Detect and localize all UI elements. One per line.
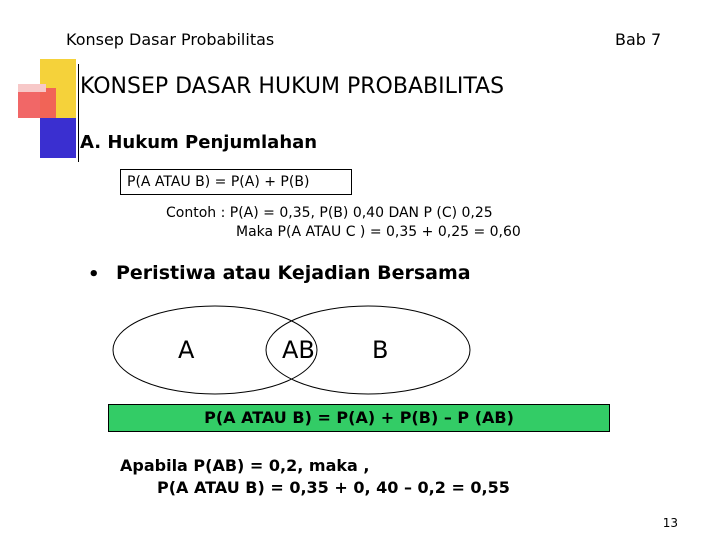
result-line-1: Apabila P(AB) = 0,2, maka , — [120, 456, 370, 475]
deco-pink-strip — [18, 84, 46, 92]
venn-label-ab: AB — [282, 336, 315, 364]
example-line-2: Maka P(A ATAU C ) = 0,35 + 0,25 = 0,60 — [236, 224, 521, 240]
addition-rule-formula: P(A ATAU B) = P(A) + P(B) — [120, 169, 352, 195]
bullet-icon: • — [88, 264, 100, 285]
header-chapter-label: Bab 7 — [615, 30, 662, 49]
bullet-heading: Peristiwa atau Kejadian Bersama — [116, 262, 471, 284]
venn-label-a: A — [178, 336, 195, 364]
result-line-2: P(A ATAU B) = 0,35 + 0, 40 – 0,2 = 0,55 — [157, 478, 510, 497]
deco-red-block — [18, 88, 56, 118]
section-heading: A. Hukum Penjumlahan — [80, 132, 318, 153]
example-line-1: Contoh : P(A) = 0,35, P(B) 0,40 DAN P (C) 0,25 — [166, 205, 493, 221]
general-addition-formula: P(A ATAU B) = P(A) + P(B) – P (AB) — [108, 404, 610, 432]
page-title: KONSEP DASAR HUKUM PROBABILITAS — [80, 74, 505, 99]
venn-label-b: B — [372, 336, 389, 364]
page-number: 13 — [662, 516, 678, 530]
header-left-title: Konsep Dasar Probabilitas — [66, 30, 275, 49]
deco-blue-block — [40, 118, 76, 158]
title-divider-line — [78, 64, 79, 162]
